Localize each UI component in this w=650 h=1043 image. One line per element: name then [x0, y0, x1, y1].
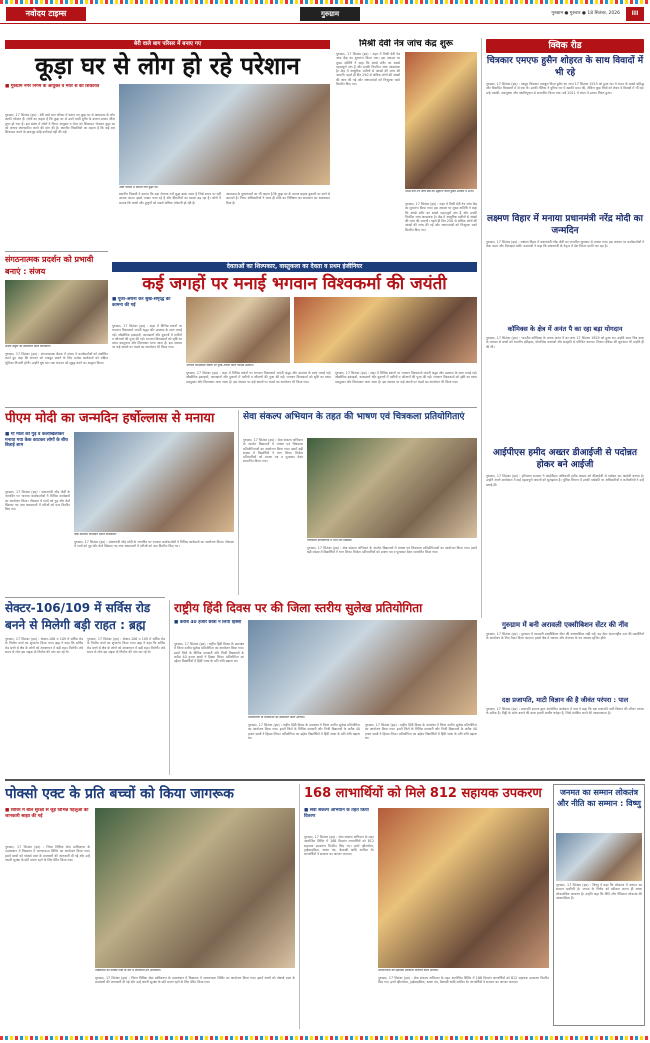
sanghthan-headline: संगठनात्मक प्रदर्शन को प्रभावी बनाएं : संजय	[5, 255, 94, 276]
pocso-body-2: गुरुग्राम, 17 सितंबर (हप्र) : जिला विधिक सेवा प्राधिकरण के तत्वावधान में विद्यालय में जागरूकता शिविर का आयोजन किया गया। इसमें बच्चों को पोक्सो एक्ट के प्रावधानों की जानकारी दी गई और उन्हें अपनी सुरक्षा के प्रति सजग रहने के लिए प्रेरित किया गया।	[95, 976, 295, 985]
daksh-headline: दक्ष प्रजापति, माटी विज्ञान की है जीवंत परंपरा : पाल	[501, 696, 629, 704]
ips-body: गुरुग्राम, 17 सितंबर (हप्र) : हरियाणा सरकार ने आईपीएस अधिकारी हमीद अख्तर को डीआईजी से पदोन्नत कर आईजी बनाया है। उन्होंने अपने कार्यकाल में कई महत्वपूर्ण मामलों को सुलझाया है। पुलिस विभाग में उनकी पदोन्नति पर अधिकारियों व कर्मचारियों ने उन्हें बधाई दी।	[486, 474, 644, 487]
divider-sector	[5, 597, 165, 598]
hindi-diwas-body-3: गुरुग्राम, 17 सितंबर (हप्र) : राष्ट्रीय हिंदी दिवस के उपलक्ष्य में जिला स्तरीय सुलेख प्रतियोगिता का आयोजन किया गया। इसमें जिले के विभिन्न सरकारी और निजी विद्यालयों के करीब 40 हजार छात्रों ने हिस्सा लिया। प्रतियोगिता का उद्देश्य विद्यार्थियों में हिंदी भाषा के प्रति रुचि बढ़ाना था।	[365, 723, 477, 740]
divyang-photo	[378, 808, 549, 968]
pm-birthday-photo	[74, 432, 234, 532]
vishwakarma-headline: कई जगहों पर मनाई भगवान विश्वकर्मा की जयंती	[142, 274, 447, 294]
vishwakarma-photo-1	[186, 297, 290, 363]
divider-bottom	[5, 779, 645, 781]
top-left-body2: स्थानीय निवासी ने बताया कि यहां रोजाना टनों कूड़ा डाला जाता है जिसे समय पर नहीं उठाया जाता। इससे मच्छर पनप रहे हैं और बीमारियों का खतरा बढ़ रहा है। लोगों ने बताया कि बच्चों और बुजुर्गों को सबसे अधिक परेशानी हो रही है।	[119, 192, 221, 205]
eye-centre-photo	[405, 52, 477, 189]
daksh-body: गुरुग्राम, 17 सितंबर (हप्र) : प्रजापति समाज द्वारा आयोजित कार्यक्रम में पाल ने कहा कि दक्ष प्रजापति माटी विज्ञान की जीवंत परंपरा के प्रतीक हैं। मिट्टी के बर्तन बनाने की कला हमारी प्राचीन धरोहर है, जिसे संरक्षित करने की आवश्यकता है।	[486, 707, 644, 716]
pocso-body: गुरुग्राम, 17 सितंबर (हप्र) : जिला विधिक सेवा प्राधिकरण के तत्वावधान में विद्यालय में जागरूकता शिविर का आयोजन किया गया। इसमें बच्चों को पोक्सो एक्ट के प्रावधानों की जानकारी दी गई और उन्हें अपनी सुरक्षा के प्रति सजग रहने के लिए प्रेरित किया गया।	[5, 845, 90, 862]
pocso-highlight: ■ शिविर में बाल सुरक्षा से जुड़े विभिन्न पहलुओं की जानकारी साझा की गई	[5, 808, 89, 819]
vishwakarma-photo-2	[294, 297, 477, 363]
sanghthan-photo-caption: संजय ठाकुर को सम्मानित करते कार्यकर्ता।	[5, 345, 51, 348]
masthead	[0, 5, 650, 24]
sanghthan-photo	[5, 280, 108, 344]
opinion-headline: जनमत का सम्मान लोकतंत्र और नीति का सम्मान : विष्णु	[557, 788, 641, 808]
divyang-photo-caption: दिव्यांगजनों को सहायक उपकरण वितरित करते अतिथि।	[378, 969, 439, 972]
comics-headline: कॉमिक्स के क्षेत्र में अनंत पै का रहा बड़ा योगदान	[507, 325, 623, 333]
eye-centre-body-cont: गुरुग्राम, 17 सितंबर (हप्र) : शहर में मिश्री देवी नेत्र जांच केंद्र का शुभारंभ किया गया। इस अवसर पर मुख्य अतिथि ने कहा कि आंखें शरीर का सबसे महत्वपूर्ण अंग हैं और इनकी नियमित जांच आवश्यक है। केंद्र में आधुनिक मशीनों से आंखों की जांच की जाएगी। पहले ही दिन 250 से अधिक लोगों की आंखों की जांच की गई और जरूरतमंदों को निःशुल्क चश्मे वितरित किए गए।	[405, 202, 477, 232]
sector-headline: सेक्टर-106/109 में सर्विस रोड बनने से मिलेगी बड़ी राहत : ब्रह्म	[5, 601, 151, 632]
modi-birthday-laxman-headline: लक्ष्मण विहार में मनाया प्रधानमंत्री नरेंद्र मोदी का जन्मदिन	[487, 214, 643, 236]
color-registration-strip-bottom	[0, 1036, 650, 1040]
pocso-photo-caption: विद्यार्थियों को पोक्सो एक्ट के बारे में जानकारी देते अधिकारी।	[95, 969, 161, 972]
dateline: गुरुग्राम ● गुरुवार ● 18 सितंबर, 2026	[551, 11, 620, 16]
pm-birthday-body: गुरुग्राम, 17 सितंबर (हप्र) : प्रधानमंत्री नरेंद्र मोदी के जन्मदिन पर भाजपा कार्यकर्ताओं ने विभिन्न कार्यक्रमों का आयोजन किया। गौशाला में गायों को गुड़ और केले खिलाए गए तथा अस्पतालों में मरीजों को फल वितरित किए गए।	[5, 490, 70, 512]
exhibition-headline: गुरुग्राम में बनी अरावली एक्सीबिशन सेंटर की नींव	[501, 621, 629, 629]
seva-divider	[238, 410, 239, 595]
right-column-divider	[481, 38, 482, 618]
top-left-body1: गुरुग्राम, 17 सितंबर (हप्र) : बेरी वाले बाग परिसर में बनाए गए कूड़ा घर से आसपास के लोग काफी परेशान हैं। लोगों का कहना है कि कूड़ा घर से उठने वाली दुर्गंध के कारण उनका जीना दूभर हो गया है। इस संबंध में लोगों ने निगम आयुक्त व मेयर को शिकायत भेजकर कूड़ा घर को अन्यत्र स्थानांतरित करने की मांग की है। स्थानीय निवासियों का कहना है कि कई बार शिकायत करने के बावजूद कोई कार्रवाई नहीं की गई।	[5, 113, 115, 135]
husain-body: गुरुग्राम, 17 सितंबर (हप्र) : मशहूर चित्रकार मकबूल फिदा हुसैन का जन्म 17 सितंबर 1915 को हुआ था। वे भारत के सबसे प्रसिद्ध और विवादित चित्रकारों में से एक थे। उनकी पेंटिंग्स ने दुनिया भर में ख्याति प्राप्त की, लेकिन कुछ चित्रों को लेकर वे विवादों में भी रहे। उन्हें पद्मश्री, पद्मभूषण और पद्मविभूषण से सम्मानित किया गया। वर्ष 2011 में लंदन में उनका निधन हुआ।	[486, 82, 644, 95]
sector-body-2: गुरुग्राम, 17 सितंबर (हप्र) : सेक्टर-106 व 109 में सर्विस रोड के निर्माण कार्य का शुभारंभ किया गया। ब्रह्म ने कहा कि सर्विस रोड बनने से क्षेत्र के लोगों को आवागमन में बड़ी राहत मिलेगी। लंबे समय से लोग इस सड़क के निर्माण की मांग कर रहे थे।	[87, 637, 165, 654]
eye-centre-body: गुरुग्राम, 17 सितंबर (हप्र) : शहर में मिश्री देवी नेत्र जांच केंद्र का शुभारंभ किया गया। इस अवसर पर मुख्य अतिथि ने कहा कि आंखें शरीर का सबसे महत्वपूर्ण अंग हैं और इनकी नियमित जांच आवश्यक है। केंद्र में आधुनिक मशीनों से आंखों की जांच की जाएगी। पहले ही दिन 250 से अधिक लोगों की आंखों की जांच की गई और जरूरतमंदों को निःशुल्क चश्मे वितरित किए गए।	[336, 52, 400, 87]
vishwakarma-body-3: गुरुग्राम, 17 सितंबर (हप्र) : शहर में विभिन्न स्थानों पर भगवान विश्वकर्मा जयंती श्रद्धा और उल्लास के साथ मनाई गई। औद्योगिक इकाइयों, कारखानों और दुकानों में मशीनों व औजारों की पूजा की गई। भगवान विश्वकर्मा को सृष्टि का प्रथम वास्तुकार और शिल्पकार माना जाता है। इस अवसर पर कई स्थानों पर भंडारे का आयोजन भी किया गया।	[335, 371, 477, 384]
paper-logo: नवोदय टाइम्स	[6, 7, 86, 21]
section-name: गुरुग्राम	[300, 7, 360, 21]
divyang-body: गुरुग्राम, 17 सितंबर (हप्र) : सेवा संकल्प अभियान के तहत आयोजित शिविर में 168 दिव्यांग लाभार्थियों को 812 सहायक उपकरण वितरित किए गए। इनमें व्हीलचेयर, ट्राईसाइकिल, श्रवण यंत्र, बैसाखी आदि शामिल थे। लाभार्थियों ने सरकार का आभार जताया।	[304, 835, 374, 857]
seva-body: गुरुग्राम, 17 सितंबर (हप्र) : सेवा संकल्प अभियान के अंतर्गत विद्यालयों में भाषण एवं चित्रकला प्रतियोगिताओं का आयोजन किया गया। इसमें बड़ी संख्या में विद्यार्थियों ने भाग लिया। विजेता प्रतिभागियों को प्रमाण पत्र व पुरस्कार देकर सम्मानित किया गया।	[243, 438, 303, 464]
pocso-photo	[95, 808, 295, 968]
top-left-highlight: ■ गुरुग्राम नगर निगम के आयुक्त व मेयर से की शिकायत	[5, 84, 100, 89]
top-left-headline: कूड़ा घर से लोग हो रहे परेशान	[35, 52, 300, 80]
sanghthan-body: गुरुग्राम, 17 सितंबर (हप्र) : संगठनात्मक बैठक में संजय ने कार्यकर्ताओं को संबोधित करते हुए कहा कि संगठन को मजबूत बनाने के लिए प्रत्येक कार्यकर्ता को सक्रिय भूमिका निभानी होगी। उन्होंने बूथ स्तर तक संगठन को सुदृढ़ करने का आह्वान किया।	[5, 352, 108, 365]
divyang-headline: 168 लाभार्थियों को मिले 812 सहायक उपकरण	[304, 786, 542, 801]
top-left-kicker: बेरी वाले बाग परिसर में बनाए गए	[5, 40, 330, 49]
eye-centre-headline: मिश्री देवी नेत्र जांच केंद्र शुरू	[359, 39, 453, 49]
divyang-divider	[299, 784, 300, 1029]
vishwakarma-body-2: गुरुग्राम, 17 सितंबर (हप्र) : शहर में विभिन्न स्थानों पर भगवान विश्वकर्मा जयंती श्रद्धा और उल्लास के साथ मनाई गई। औद्योगिक इकाइयों, कारखानों और दुकानों में मशीनों व औजारों की पूजा की गई। भगवान विश्वकर्मा को सृष्टि का प्रथम वास्तुकार और शिल्पकार माना जाता है। इस अवसर पर कई स्थानों पर भंडारे का आयोजन भी किया गया।	[186, 371, 331, 384]
seva-photo-caption: चित्रकला प्रतियोगिता में भाग लेते विद्यार्थी।	[307, 539, 352, 542]
eye-centre-photo-caption: मिश्री देवी नेत्र जांच केंद्र का उद्घाटन करते मुख्य अतिथि व अन्य।	[405, 190, 474, 193]
vishwakarma-kicker: देवताओं का शिल्पकार, वास्तुकला का देवता व प्रथम इंजीनियर	[112, 262, 477, 272]
pm-birthday-headline: पीएम मोदी का जन्मदिन हर्षोल्लास से मनाया	[5, 411, 215, 426]
hindi-diwas-body-2: गुरुग्राम, 17 सितंबर (हप्र) : राष्ट्रीय हिंदी दिवस के उपलक्ष्य में जिला स्तरीय सुलेख प्रतियोगिता का आयोजन किया गया। इसमें जिले के विभिन्न सरकारी और निजी विद्यालयों के करीब 40 हजार छात्रों ने हिस्सा लिया। प्रतियोगिता का उद्देश्य विद्यार्थियों में हिंदी भाषा के प्रति रुचि बढ़ाना था।	[248, 723, 360, 740]
hindi-diwas-highlight: ■ करीब 40 हजार छात्रों ने लिया हिस्सा	[174, 620, 242, 625]
opinion-body: गुरुग्राम, 17 सितंबर (हप्र) : विष्णु ने कहा कि लोकतंत्र में जनमत का सम्मान सर्वोपरि है। जनता के निर्णय को स्वीकार करना ही सच्चा लोकतांत्रिक आचरण है। उन्होंने कहा कि नीति और नैतिकता लोकतंत्र की आधारशिला हैं।	[556, 883, 642, 900]
top-left-body3: आसपास के दुकानदारों का भी कहना है कि कूड़ा घर के कारण ग्राहक दुकानों पर आने से कतराते हैं। निगम अधिकारियों ने जल्द ही मौके का निरीक्षण कर समाधान का आश्वासन दिया है।	[226, 192, 330, 205]
hindi-diwas-body: गुरुग्राम, 17 सितंबर (हप्र) : राष्ट्रीय हिंदी दिवस के उपलक्ष्य में जिला स्तरीय सुलेख प्रतियोगिता का आयोजन किया गया। इसमें जिले के विभिन्न सरकारी और निजी विद्यालयों के करीब 40 हजार छात्रों ने हिस्सा लिया। प्रतियोगिता का उद्देश्य विद्यार्थियों में हिंदी भाषा के प्रति रुचि बढ़ाना था।	[174, 642, 244, 664]
color-registration-strip-top	[0, 0, 650, 4]
divyang-highlight: ■ सेवा संकल्प अभियान के तहत किया वितरण	[304, 808, 369, 819]
top-left-photo	[119, 84, 330, 185]
seva-photo	[307, 438, 477, 538]
vishwakarma-body: गुरुग्राम, 17 सितंबर (हप्र) : शहर में विभिन्न स्थानों पर भगवान विश्वकर्मा जयंती श्रद्धा और उल्लास के साथ मनाई गई। औद्योगिक इकाइयों, कारखानों और दुकानों में मशीनों व औजारों की पूजा की गई। भगवान विश्वकर्मा को सृष्टि का प्रथम वास्तुकार और शिल्पकार माना जाता है। इस अवसर पर कई स्थानों पर भंडारे का आयोजन भी किया गया।	[112, 324, 182, 350]
seva-body-2: गुरुग्राम, 17 सितंबर (हप्र) : सेवा संकल्प अभियान के अंतर्गत विद्यालयों में भाषण एवं चित्रकला प्रतियोगिताओं का आयोजन किया गया। इसमें बड़ी संख्या में विद्यार्थियों ने भाग लिया। विजेता प्रतिभागियों को प्रमाण पत्र व पुरस्कार देकर सम्मानित किया गया।	[307, 546, 477, 555]
vishwakarma-photo-caption: भगवान विश्वकर्मा जयंती पर पूजा-अर्चना करते विभिन्न संस्थान।	[186, 364, 254, 367]
ips-headline: आईपीएस हमीद अख्तर डीआईजी से पदोन्नत होकर बने आईजी	[492, 448, 638, 470]
exhibition-body: गुरुग्राम, 17 सितंबर (हप्र) : गुरुग्राम में अरावली एक्सीबिशन सेंटर की आधारशिला रखी गई। यह सेंटर अंतरराष्ट्रीय स्तर की प्रदर्शनियों के आयोजन के लिए तैयार किया जाएगा। इससे क्षेत्र में व्यापार और रोजगार के नए अवसर सृजित होंगे।	[486, 632, 644, 641]
hindi-divider	[169, 600, 170, 775]
pm-birthday-body-2: गुरुग्राम, 17 सितंबर (हप्र) : प्रधानमंत्री नरेंद्र मोदी के जन्मदिन पर भाजपा कार्यकर्ताओं ने विभिन्न कार्यक्रमों का आयोजन किया। गौशाला में गायों को गुड़ और केले खिलाए गए तथा अस्पतालों में मरीजों को फल वितरित किए गए।	[74, 540, 234, 549]
divyang-body-2: गुरुग्राम, 17 सितंबर (हप्र) : सेवा संकल्प अभियान के तहत आयोजित शिविर में 168 दिव्यांग लाभार्थियों को 812 सहायक उपकरण वितरित किए गए। इनमें व्हीलचेयर, ट्राईसाइकिल, श्रवण यंत्र, बैसाखी आदि शामिल थे। लाभार्थियों ने सरकार का आभार जताया।	[378, 976, 549, 985]
hindi-diwas-headline: राष्ट्रीय हिंदी दिवस पर की जिला स्तरीय सुलेख प्रतियोगिता	[174, 601, 423, 615]
husain-headline: चित्रकार एमएफ हुसैन शोहरत के साथ विवादों में भी रहे	[486, 56, 644, 78]
divider-pm	[5, 407, 477, 408]
vishwakarma-highlight: ■ पूजा-अर्चना कर सुख-समृद्धि की कामना की गई	[112, 297, 171, 308]
quick-read-tag: क्विक रीड	[486, 39, 644, 53]
modi-birthday-laxman-body: गुरुग्राम, 17 सितंबर (हप्र) : लक्ष्मण विहार में प्रधानमंत्री नरेंद्र मोदी का जन्मदिन धूमधाम से मनाया गया। इस अवसर पर कार्यकर्ताओं ने केक काटा और मिठाइयां बांटी। वक्ताओं ने कहा कि प्रधानमंत्री के नेतृत्व में देश निरंतर प्रगति कर रहा है।	[486, 240, 644, 249]
pocso-headline: पोक्सो एक्ट के प्रति बच्चों को किया जागरूक	[5, 786, 234, 802]
divider-left-1	[5, 251, 108, 252]
hindi-diwas-photo-caption: प्रतियोगिता के विजेताओं को सम्मानित करते अतिथि।	[248, 716, 305, 719]
pm-birthday-photo-caption: केक काटकर जन्मदिन मनाते कार्यकर्ता।	[74, 533, 117, 536]
page-number: III	[626, 7, 644, 21]
seva-headline: सेवा संकल्प अभियान के तहत की भाषण एवं चित्रकला प्रतियोगिताएं	[243, 412, 465, 422]
opinion-photo	[556, 833, 642, 881]
top-left-photo-caption: उक्त परिसर में बनाया गया कूड़ा घर।	[119, 186, 159, 189]
opinion-box	[553, 784, 645, 1026]
pm-birthday-highlight: ■ गौ माता को गुड़ व केलाखिलाकर मनाया गया केक काटकर लोगों के बीच बिताई शाम	[5, 432, 68, 448]
comics-body: गुरुग्राम, 17 सितंबर (हप्र) : भारतीय कॉमिक्स के जनक अनंत पै का जन्म 17 सितंबर 1929 को हुआ था। उन्होंने अमर चित्र कथा के माध्यम से बच्चों को भारतीय इतिहास, पौराणिक कथाओं और संस्कृति से परिचित कराया। टिंकल पत्रिका की शुरुआत भी उन्होंने ही की थी।	[486, 336, 644, 349]
sector-body: गुरुग्राम, 17 सितंबर (हप्र) : सेक्टर-106 व 109 में सर्विस रोड के निर्माण कार्य का शुभारंभ किया गया। ब्रह्म ने कहा कि सर्विस रोड बनने से क्षेत्र के लोगों को आवागमन में बड़ी राहत मिलेगी। लंबे समय से लोग इस सड़क के निर्माण की मांग कर रहे थे।	[5, 637, 83, 654]
hindi-diwas-photo	[248, 620, 477, 715]
